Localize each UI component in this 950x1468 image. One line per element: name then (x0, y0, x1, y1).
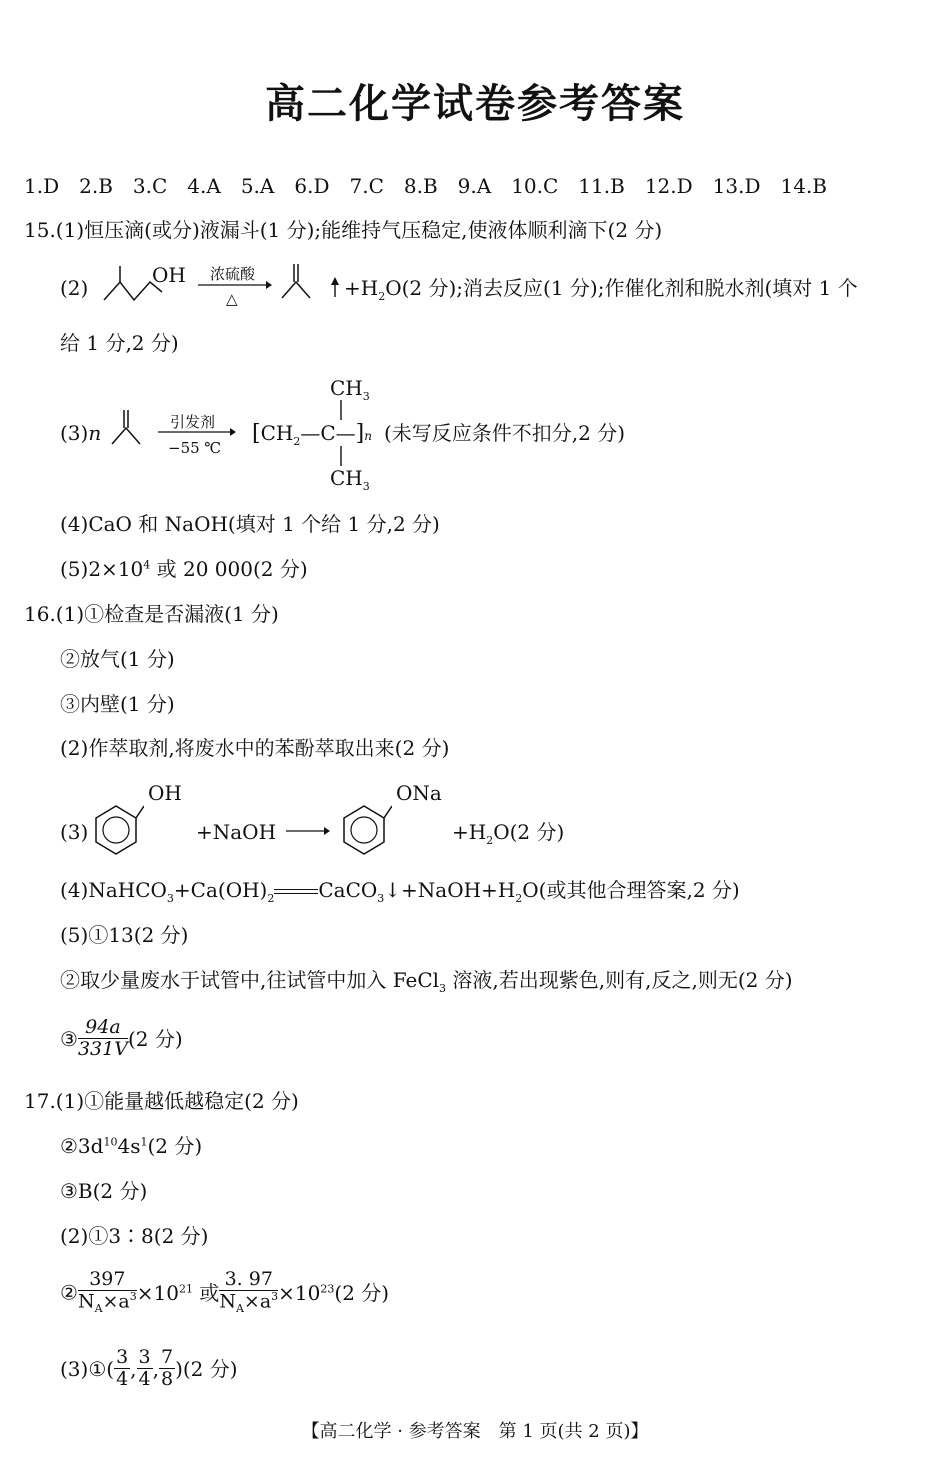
mc-answer: 10.C (511, 174, 559, 198)
q15-part3-condition-bottom: −55 ℃ (168, 439, 222, 457)
q16-part5c: ③ $\frac{94a}{331V}$ (2 分) (60, 1016, 183, 1060)
q17-part1: 17.(1)①能量越低越稳定(2 分) (24, 1089, 299, 1113)
q16-part4: $(4)NaHCO_3+Ca(OH)_2$ $CaCO_3↓+NaOH+H_2O$(或其他合理答案,2 分) (60, 878, 740, 905)
phenoxide-ona-label: ONa (396, 781, 442, 805)
polymerization-arrow-icon (156, 427, 236, 437)
mc-answer: 3.C (132, 174, 168, 198)
mc-answer: 13.D (712, 174, 761, 198)
mc-answer: 9.A (457, 174, 492, 198)
q15-part3-note: (未写反应条件不扣分,2 分) (384, 421, 626, 445)
q15-part2-continued: 给 1 分,2 分) (60, 331, 179, 355)
fraction-3-97: $\frac{3. 97}{N_A\times a^3}$ (219, 1268, 279, 1316)
mc-answer: 4.A (187, 174, 221, 198)
q17-part2b: ② $\frac{397}{N_A\times a^3}$ $\times 10^{21}$ 或 $\frac{3. 97}{N_A\times a^3}$ $\times 10^{23}(2$ 分) (60, 1268, 390, 1316)
q17-part2: (2)①3∶8(2 分) (60, 1224, 209, 1248)
q16-part3-water: $+H_2O(2$ 分) (452, 820, 565, 847)
page-title: 高二化学试卷参考答案 (265, 81, 685, 127)
q16-part1c: ③内壁(1 分) (60, 692, 175, 716)
polymer-bonds-icon (336, 398, 346, 470)
q15-part4: (4)CaO 和 NaOH(填对 1 个给 1 分,2 分) (60, 512, 440, 536)
mc-answer: 11.B (578, 174, 625, 198)
polymer-ch3-bottom: $CH_3$ (330, 466, 370, 493)
mc-answer-row (24, 176, 847, 196)
reaction-arrow-icon (196, 280, 272, 290)
mc-answer: 7.C (349, 174, 384, 198)
mc-answer: 12.D (644, 174, 693, 198)
q15-part5: $(5)2\times 10^4$ 或 20 000(2 分) (60, 557, 308, 581)
q15-condition-top: 浓硫酸 (210, 265, 256, 283)
q17-part3: (3)①( $\frac{3}{4}$ , $\frac{3}{4}$ , $\frac{7}{8}$ )(2 分) (60, 1346, 238, 1390)
q15-part3-label: (3)n (60, 421, 102, 445)
q17-part1c: ③B(2 分) (60, 1179, 148, 1203)
q15-condition-bottom: △ (226, 290, 238, 308)
q15-oh-label: OH (152, 263, 186, 287)
polymer-ch3-top: $CH_3$ (330, 376, 370, 403)
q15-part2-label: (2) (60, 276, 89, 300)
fraction-94a-331v: $\frac{94a}{331V}$ (77, 1016, 128, 1060)
q16-part1b: ②放气(1 分) (60, 647, 175, 671)
mc-answer: 1.D (24, 174, 60, 198)
mc-answer: 6.D (294, 174, 330, 198)
q17-part1b: $②3d^{10}4s^1(2$ 分) (60, 1134, 203, 1158)
phenol-oh-label: OH (148, 781, 182, 805)
phenol-reaction-arrow-icon (284, 826, 330, 836)
sodium-phenoxide-ring-icon (336, 802, 392, 858)
q16-part5b: ②取少量废水于试管中,往试管中加入 FeCl$_3$ 溶液,若出现紫色,则有,反之,则无(2 分) (60, 968, 793, 995)
fraction-397: $\frac{397}{N_A\times a^3}$ (77, 1268, 137, 1316)
isobutene-monomer-icon (108, 408, 148, 448)
mc-answer: 14.B (780, 174, 828, 198)
phenol-ring-icon (88, 802, 144, 858)
q16-naoh: +NaOH (196, 820, 277, 844)
q15-part2-text: $+H_2O(2$ 分);消去反应(1 分);作催化剂和脱水剂(填对 1 个 (344, 276, 858, 303)
q16-part2: (2)作萃取剂,将废水中的苯酚萃取出来(2 分) (60, 736, 450, 760)
q15-part1: 15.(1)恒压滴(或分)液漏斗(1 分);能维持气压稳定,使液体顺利滴下(2 分) (24, 218, 663, 242)
mc-answer: 8.B (403, 174, 438, 198)
gas-arrow-icon (328, 277, 342, 299)
isobutene-structure-icon (278, 262, 318, 302)
polymer-chain: $[CH_2—C—]n$ (252, 421, 372, 448)
q16-part5: (5)①13(2 分) (60, 923, 189, 947)
page-footer: 【高二化学 · 参考答案 第 1 页(共 2 页)】 (301, 1421, 649, 1442)
q16-part1: 16.(1)①检查是否漏液(1 分) (24, 602, 279, 626)
mc-answer: 2.B (79, 174, 113, 198)
q15-part3-condition-top: 引发剂 (170, 413, 216, 431)
mc-answer: 5.A (240, 174, 275, 198)
q16-part3-label: (3) (60, 820, 89, 844)
